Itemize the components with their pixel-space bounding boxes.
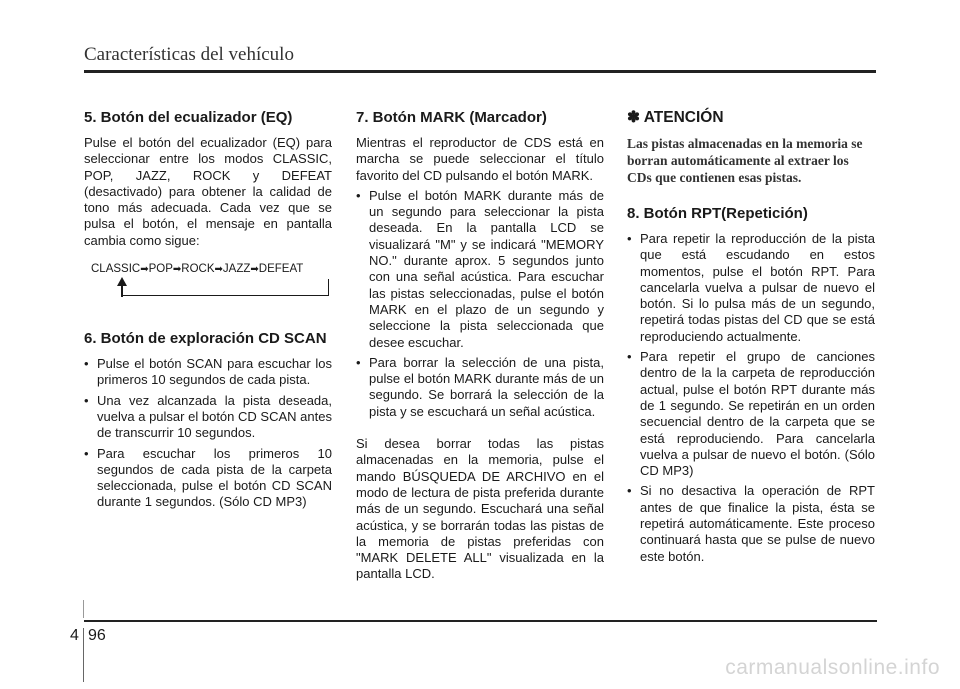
loop-line (121, 279, 329, 296)
page-number: 96 (88, 627, 106, 644)
column-3 (627, 108, 875, 569)
eq-mode-diagram (84, 263, 332, 311)
list-item: • Una vez alcanzada la pista deseada, vuelva a pulsar el botón CD SCAN antes de transcurrir 10 segundos. (84, 393, 332, 442)
watermark: carmanualsonline.info (725, 656, 940, 679)
eq-text: Pulse el botón del ecualizador (EQ) para seleccionar entre los modos CLASSIC, POP, JAZZ, ROCK y DEFEAT (desactivado) para obtener la calidad de tono más adecuada. Cada vez que se pulsa el botón, el mensaje en pantalla cambia como sigue: (84, 135, 332, 248)
rpt-heading: 8. Botón RPT(Repetición) (627, 205, 808, 222)
list-item: • Para repetir la reproducción de la pista que está escudando en estos momentos, pulse el botón RPT. Para cancelarla vuelva a pulsar de nuevo el botón. Si lo pulsa más de un segundo, repetirá todas pistas del CD que se está reproduciendo actualmente. (627, 231, 875, 345)
list-item: • Si no desactiva la operación de RPT antes de que finalice la pista, ésta se repetirá automáticamente. Este proceso continuará hasta que se pulse de nuevo este botón. (627, 483, 875, 564)
mark-outro: Si desea borrar todas las pistas almacenadas en la memoria, pulse el mando BÚSQUEDA DE ARCHIVO en el modo de lectura de pista preferida durante más de un segundo. Escuchará una señal acústica, y se borrarán todas las pistas de la memoria de pistas preferidas con "MARK DELETE ALL" visualizada en la pantalla LCD. (356, 436, 604, 582)
mode-classic: CLASSIC (91, 263, 141, 276)
eq-mode-sequence (91, 263, 303, 275)
page-divider-top (83, 600, 84, 618)
arrow-right-icon: ➡ (140, 264, 149, 276)
footer-rule (84, 620, 877, 622)
arrow-right-icon: ➡ (172, 264, 182, 276)
header-rule (84, 70, 876, 73)
list-item: • Para borrar la selección de una pista, pulse el botón MARK durante más de un segundo. Se borrará la selección de la pista y se escuchará un señal acústica. (356, 355, 604, 420)
mark-heading: 7. Botón MARK (Marcador) (356, 109, 547, 126)
attention-heading: ✽ ATENCIÓN (627, 109, 724, 126)
list-item: • Para escuchar los primeros 10 segundos de cada pista de la carpeta seleccionada, pulse el botón CD SCAN durante 1 segundos. (Sólo CD MP3) (84, 446, 332, 511)
arrow-right-icon: ➡ (250, 264, 259, 276)
list-item: • Para repetir el grupo de canciones dentro de la la carpeta de reproducción actual, pulse el botón RPT durante más de 1 segundo. Se repetirán en un orden secuencial dentro de la carpeta que se está reproduciendo. Para cancelarla vuelva a pulsar de nuevo el botón. (Sólo CD MP3) (627, 349, 875, 479)
chapter-number: 4 (70, 627, 79, 644)
scan-list (84, 356, 332, 511)
page-divider (83, 628, 84, 682)
rpt-list (627, 231, 875, 565)
header-title: Características del vehículo (84, 44, 294, 65)
mode-defeat: DEFEAT (258, 263, 304, 276)
attention-text: Las pistas almacenadas en la memoria se borran automáticamente al extraer los CDs que contienen esas pistas. (627, 136, 863, 185)
mode-rock: ROCK (181, 263, 215, 276)
mode-pop: POP (148, 263, 173, 276)
eq-heading: 5. Botón del ecualizador (EQ) (84, 109, 293, 126)
mark-intro: Mientras el reproductor de CDS está en marcha se puede seleccionar el título favorito del CD pulsando el botón MARK. (356, 135, 604, 183)
scan-heading: 6. Botón de exploración CD SCAN (84, 330, 327, 348)
column-1 (84, 108, 332, 515)
mode-jazz: JAZZ (222, 263, 251, 276)
list-item: • Pulse el botón MARK durante más de un segundo para seleccionar la pista deseada. En la pantalla LCD se visualizará "M" y se indicará "MEMORY NO." durante aprox. 5 segundos junto con una señal acústica. Para escuchar las pistas seleccionadas, pulse el botón MARK en el plazo de un segundo y seleccione la pista seleccionada que desee escuchar. (356, 188, 604, 351)
column-2 (356, 108, 604, 583)
arrow-right-icon: ➡ (214, 264, 223, 276)
list-item: • Pulse el botón SCAN para escuchar los primeros 10 segundos de cada pista. (84, 356, 332, 389)
mark-list (356, 188, 604, 420)
arrow-up-icon (117, 277, 127, 286)
